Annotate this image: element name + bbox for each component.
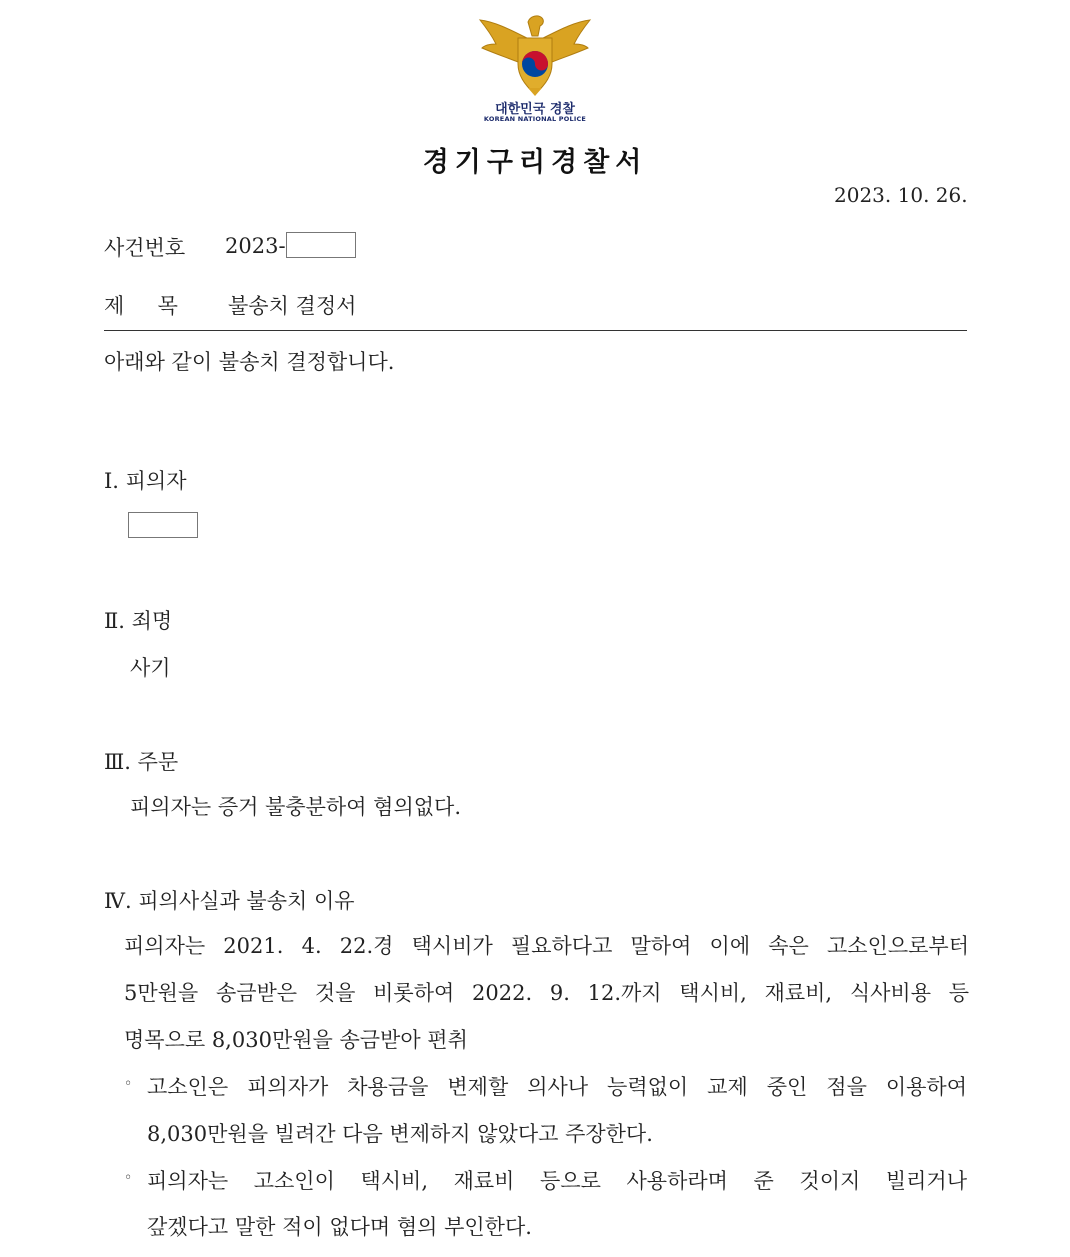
bullet-marker: ◦	[124, 1076, 133, 1092]
section-3-heading: Ⅲ. 주문	[104, 750, 179, 774]
charge-name: 사기	[130, 656, 171, 680]
section-1-heading: Ⅰ. 피의자	[104, 469, 187, 493]
case-number-value	[225, 232, 356, 258]
police-emblem	[468, 14, 602, 126]
case-number-prefix: 2023-	[225, 234, 286, 258]
intro-text: 아래와 같이 불송치 결정합니다.	[104, 350, 395, 374]
disposition-text: 피의자는 증거 불충분하여 혐의없다.	[130, 795, 461, 819]
office-title: 경기구리경찰서	[422, 147, 648, 178]
facts-line: 5만원을 송금받은 것을 비롯하여 2022. 9. 12.까지 택시비, 재료비, 식사비용 등	[124, 981, 969, 1005]
complainant-claim-line: 고소인은 피의자가 차용금을 변제할 의사나 능력없이 교제 중인 점을 이용하여	[147, 1075, 967, 1099]
document-date: 2023. 10. 26.	[834, 183, 968, 207]
section-2-heading: Ⅱ. 죄명	[104, 609, 173, 633]
suspect-statement-line: 갚겠다고 말한 적이 없다며 혐의 부인한다.	[147, 1215, 532, 1239]
eagle-emblem-icon	[478, 14, 592, 96]
suspect-name-redacted	[128, 512, 198, 538]
logo-korean-text: 대한민국 경찰	[495, 102, 575, 117]
bullet-marker: ◦	[124, 1170, 133, 1186]
facts-line: 명목으로 8,030만원을 송금받아 편취	[124, 1028, 468, 1052]
case-number-label: 사건번호	[104, 236, 186, 260]
suspect-statement-line: 피의자는 고소인이 택시비, 재료비 등으로 사용하라며 준 것이지 빌리거나	[147, 1169, 967, 1193]
complainant-claim-line: 8,030만원을 빌려간 다음 변제하지 않았다고 주장한다.	[147, 1122, 653, 1146]
subject-label: 제 목	[104, 294, 178, 318]
facts-line: 피의자는 2021. 4. 22.경 택시비가 필요하다고 말하여 이에 속은 고소인으로부터	[124, 934, 969, 958]
section-4-heading: Ⅳ. 피의사실과 불송치 이유	[104, 889, 355, 913]
subject-value: 불송치 결정서	[228, 294, 357, 318]
redacted-box	[286, 232, 356, 258]
divider	[104, 330, 967, 331]
redacted-box	[128, 512, 198, 538]
logo-english-text: KOREAN NATIONAL POLICE	[483, 115, 587, 123]
